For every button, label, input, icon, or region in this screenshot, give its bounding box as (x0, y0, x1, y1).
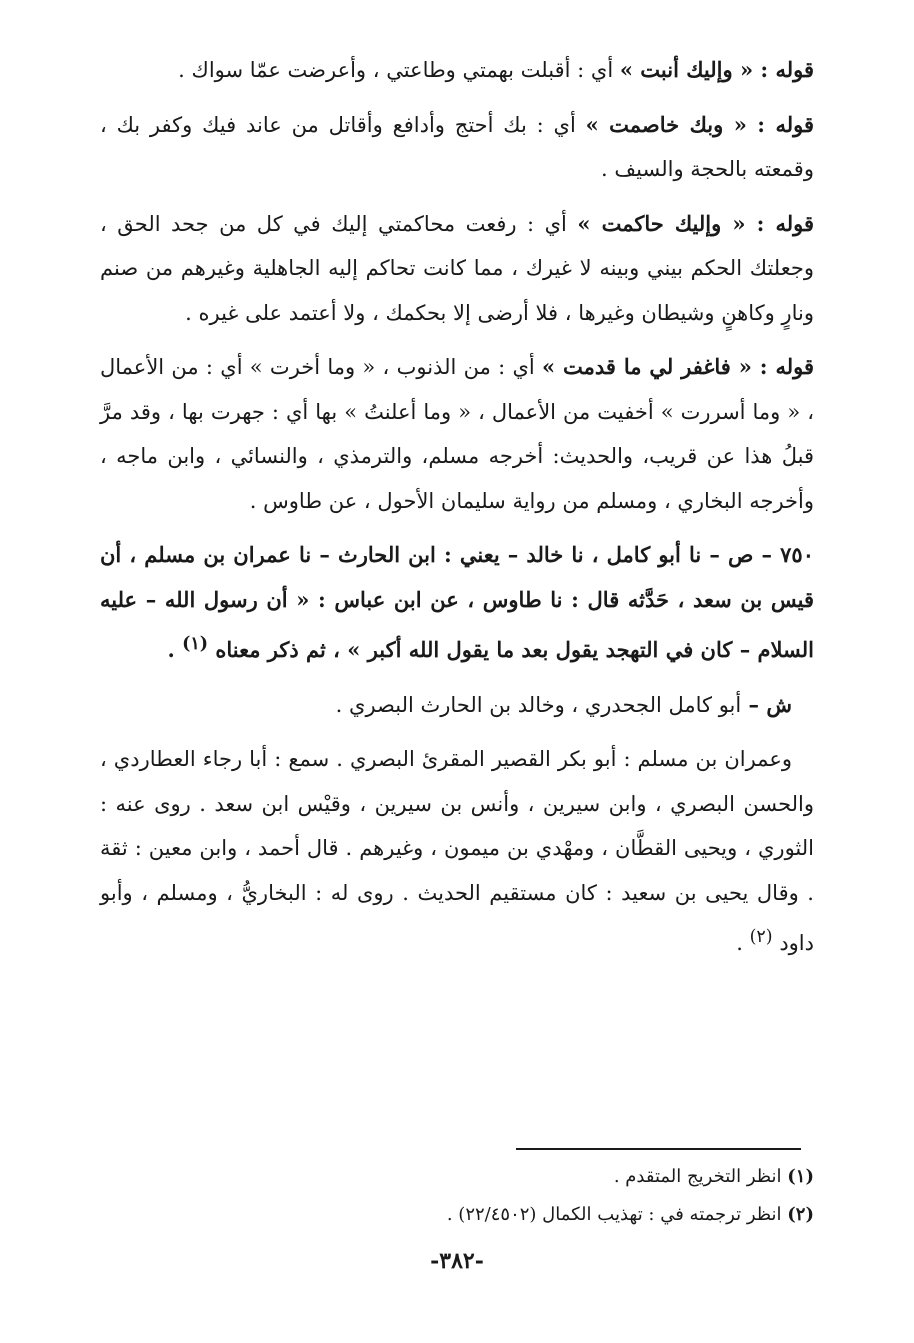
hadith-body: ٧٥٠ – ص – نا أبو كامل ، نا خالد – يعني : ابن الحارث – نا عمران بن مسلم ، أن قيس بن سعد ، حَدَّثه قال : نا طاوس ، عن ابن عباس : « أن رسول الله – عليه السلام – كان في التهجد يقول بعد ما يقول الله أكبر » ، ثم ذكر معناه (100, 542, 814, 662)
footnote-ref-2: (٢) (749, 927, 773, 947)
quoted-phrase: قوله : « وبك خاصمت » (585, 111, 815, 137)
commentary-paragraph-2 (100, 103, 814, 192)
bio-end: . (736, 931, 750, 955)
sharh-marker: ش – (741, 691, 792, 717)
narrator-bio-paragraph (100, 737, 814, 966)
footnote-text: انظر ترجمته في : تهذيب الكمال (٢٢/٤٥٠٢) . (446, 1204, 788, 1225)
hadith-text (100, 533, 814, 673)
explanation-text: أي : من الذنوب ، « وما أخرت » أي : من الأعمال ، « وما أسررت » أخفيت من الأعمال ، « وما أعلنتُ » بها أي : جهرت بها ، وقد مرَّ قبلُ هذا عن قريب، والحديث: أخرجه مسلم، والترمذي ، والنسائي ، وابن ماجه ، وأخرجه البخاري ، ومسلم من رواية سليمان الأحول ، عن طاوس . (100, 355, 814, 513)
footnote-number: (٢) (787, 1204, 814, 1225)
page-number: -٣٨٢- (430, 1248, 484, 1274)
footnote-separator (516, 1148, 801, 1150)
quoted-phrase: قوله : « فاغفر لي ما قدمت » (541, 354, 814, 379)
sharh-text: أبو كامل الجحدري ، وخالد بن الحارث البصري . (335, 692, 742, 717)
quoted-phrase: قوله : « وإليك حاكمت » (577, 210, 814, 236)
commentary-paragraph-4 (100, 345, 814, 523)
hadith-end: . (167, 637, 183, 662)
explanation-text: أي : رفعت محاكمتي إليك في كل من جحد الحق ، وجعلتك الحكم بيني وبينه لا غيرك ، مما كانت تحاكم إليه الجاهلية وغيرهم من صنم ونارٍ وكاهنٍ وشيطان وغيرها ، فلا أرضى إلا بحكمك ، ولا أعتمد على غيره . (100, 211, 814, 325)
page-body (100, 48, 814, 976)
sharh-paragraph (100, 683, 814, 728)
footnotes (100, 1158, 814, 1234)
footnote-text: انظر التخريج المتقدم . (613, 1166, 788, 1187)
quoted-phrase: قوله : « وإليك أنبت » (619, 57, 814, 82)
footnote-2 (100, 1196, 814, 1234)
explanation-text: أي : بك أحتج وأدافع وأقاتل من عاند فيك وكفر بك ، وقمعته بالحجة والسيف . (100, 112, 814, 181)
bio-text: وعمران بن مسلم : أبو بكر القصير المقرئ البصري . سمع : أبا رجاء العطاردي ، والحسن البصري ، وابن سيرين ، وأنس بن سيرين ، وقيْس ابن سعد . روى عنه : الثوري ، ويحيى القطَّان ، ومهْدي بن ميمون ، وغيرهم . قال أحمد ، وابن معين : ثقة . وقال يحيى بن سعيد : كان مستقيم الحديث . روى له : البخاريُّ ، ومسلم ، وأبو داود (100, 747, 814, 955)
footnote-number: (١) (787, 1166, 814, 1187)
footnote-1 (100, 1158, 814, 1196)
explanation-text: أي : أقبلت بهمتي وطاعتي ، وأعرضت عمّا سواك . (178, 58, 620, 82)
footnote-ref-1: (١) (182, 634, 209, 654)
commentary-paragraph-3 (100, 202, 814, 336)
commentary-paragraph-1 (100, 48, 814, 93)
